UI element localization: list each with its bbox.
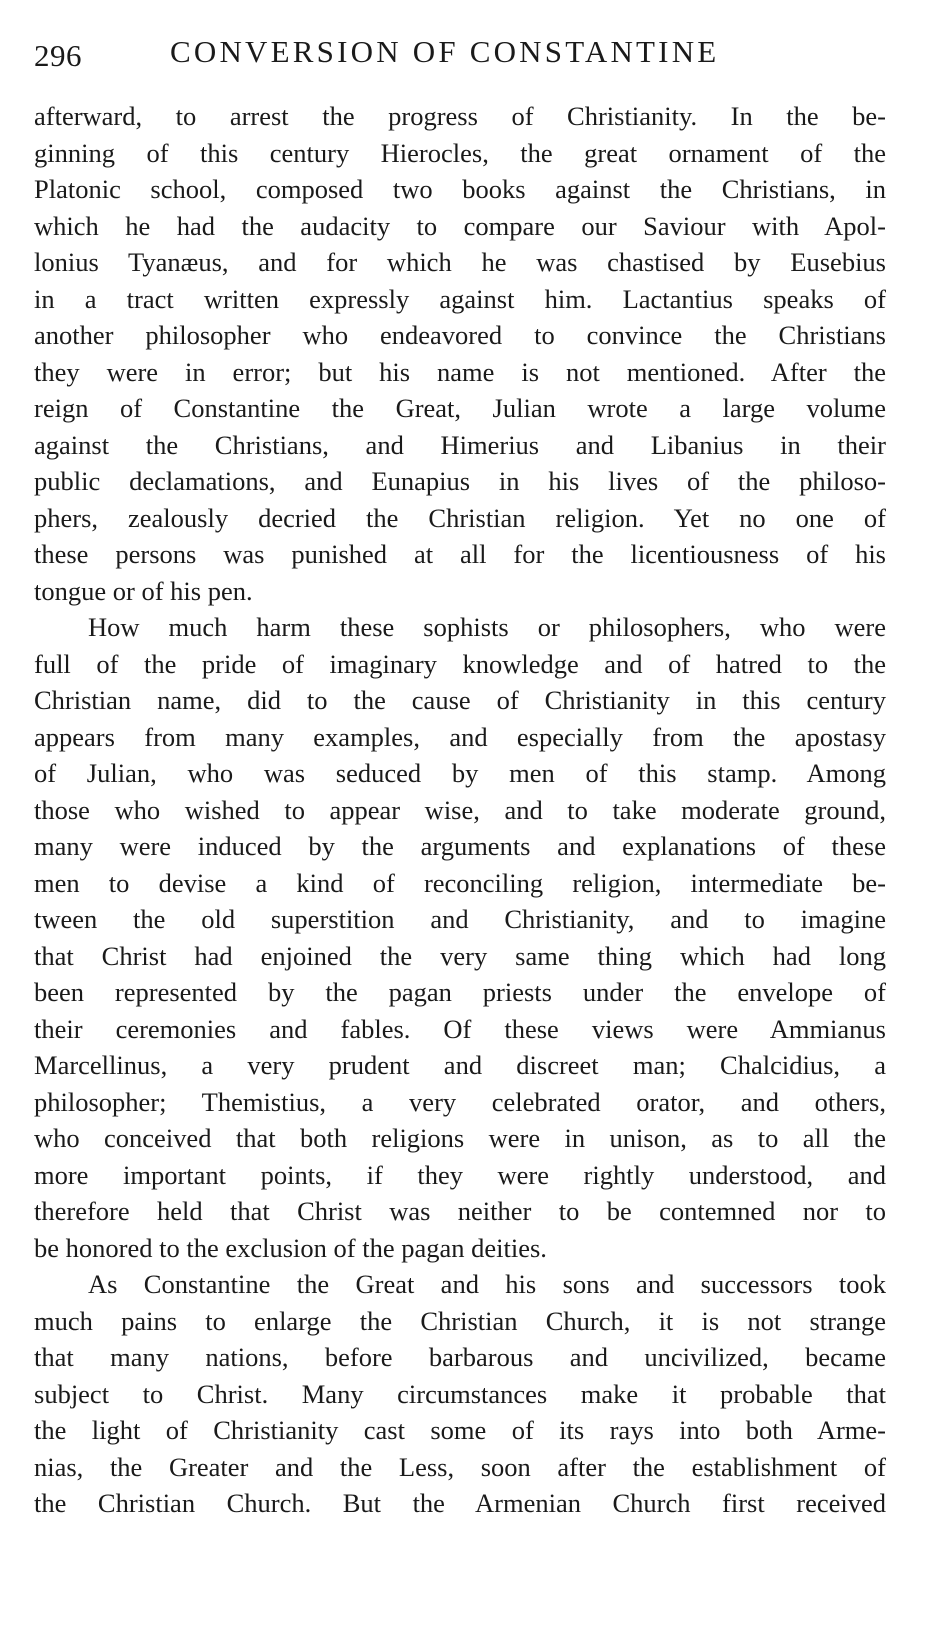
text-line: many were induced by the arguments and explanations of these xyxy=(34,831,886,861)
text-line: more important points, if they were rightly understood, and xyxy=(34,1159,886,1190)
text-line: tween the old superstition and Christianity, and to imagine xyxy=(34,904,886,934)
text-line: phers, zealously decried the Christian religion. Yet no one of xyxy=(34,502,886,533)
text-line: Christian name, did to the cause of Christianity in this century xyxy=(34,685,886,715)
text-line: full of the pride of imaginary knowledge and of hatred to the xyxy=(34,648,886,679)
text-line: which he had the audacity to compare our Saviour with Apol- xyxy=(34,210,886,241)
text-line: they were in error; but his name is not mentioned. After the xyxy=(34,356,886,387)
text-line: be honored to the exclusion of the pagan deities. xyxy=(34,1232,547,1263)
text-line: appears from many examples, and especially from the apostasy xyxy=(34,721,886,752)
text-line: therefore held that Christ was neither to be contemned nor to xyxy=(34,1196,886,1226)
text-line: How much harm these sophists or philosophers, who were xyxy=(88,612,886,642)
text-line: of Julian, who was seduced by men of this stamp. Among xyxy=(34,758,886,788)
text-line: Platonic school, composed two books against the Christians, in xyxy=(34,174,886,204)
text-line: the light of Christianity cast some of its rays into both Arme- xyxy=(34,1415,886,1445)
text-line: much pains to enlarge the Christian Church, it is not strange xyxy=(34,1305,886,1336)
text-line: Marcellinus, a very prudent and discreet man; Chalcidius, a xyxy=(34,1050,886,1080)
text-line: these persons was punished at all for the licentiousness of his xyxy=(34,539,886,569)
paragraph-2 xyxy=(34,609,886,1266)
text-line: in a tract written expressly against him. Lactantius speaks of xyxy=(34,283,886,314)
text-line: afterward, to arrest the progress of Christianity. In the be- xyxy=(34,101,886,131)
text-line: public declamations, and Eunapius in his lives of the philoso- xyxy=(34,466,886,496)
text-line: the Christian Church. But the Armenian Church first received xyxy=(34,1488,886,1518)
text-line: philosopher; Themistius, a very celebrated orator, and others, xyxy=(34,1086,886,1117)
text-line: As Constantine the Great and his sons and successors took xyxy=(88,1269,886,1299)
text-line: against the Christians, and Himerius and Libanius in their xyxy=(34,429,886,460)
text-line: men to devise a kind of reconciling religion, intermediate be- xyxy=(34,867,886,898)
paragraph-3 xyxy=(34,1266,886,1522)
page-number: 296 xyxy=(34,38,82,73)
text-line: that many nations, before barbarous and uncivilized, became xyxy=(34,1342,886,1372)
text-line: tongue or of his pen. xyxy=(34,575,253,606)
text-line: nias, the Greater and the Less, soon after the establishment of xyxy=(34,1451,886,1482)
text-line: ginning of this century Hierocles, the great ornament of the xyxy=(34,137,886,168)
text-line: that Christ had enjoined the very same thing which had long xyxy=(34,940,886,971)
running-head xyxy=(34,34,894,84)
text-line: reign of Constantine the Great, Julian wrote a large volume xyxy=(34,393,886,423)
text-line: another philosopher who endeavored to convince the Christians xyxy=(34,320,886,350)
text-line: who conceived that both religions were in unison, as to all the xyxy=(34,1123,886,1153)
text-line: their ceremonies and fables. Of these views were Ammianus xyxy=(34,1013,886,1044)
paragraph-1 xyxy=(34,98,886,609)
text-line: lonius Tyanæus, and for which he was chastised by Eusebius xyxy=(34,247,886,277)
text-line: been represented by the pagan priests under the envelope of xyxy=(34,977,886,1007)
text-line: subject to Christ. Many circumstances make it probable that xyxy=(34,1378,886,1409)
text-line: those who wished to appear wise, and to take moderate ground, xyxy=(34,794,886,825)
chapter-title: CONVERSION OF CONSTANTINE xyxy=(170,34,720,69)
body-text xyxy=(34,98,886,1522)
